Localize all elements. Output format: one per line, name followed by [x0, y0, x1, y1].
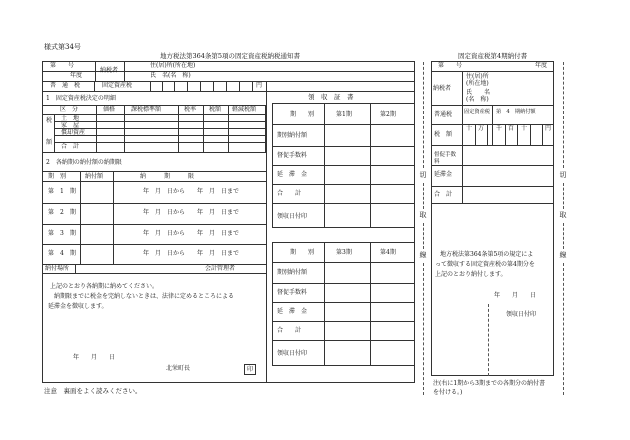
receipt-lower-row-5: 領収日付印: [277, 350, 308, 357]
cut-label-right-3: 線: [559, 251, 567, 259]
detail-header-rate: 税率: [184, 106, 197, 113]
voucher-digit-3: 千: [496, 125, 503, 132]
receipt-upper-row-1: 期別納付額: [277, 132, 308, 139]
receipt-upper-header-period: 期 別: [290, 111, 315, 118]
name-label: 氏 名(名 称): [150, 72, 191, 79]
notice-text-2: 納期限までに税金を完納しないときは、法律に定めるところによる: [54, 293, 235, 300]
installment-4-period: 第 4 期: [48, 250, 76, 257]
voucher-digit-6: 円: [545, 125, 552, 132]
notice-text-3: 延滞金を徴収します。: [48, 303, 108, 310]
receipt-lower-row-4: 合 計: [277, 327, 302, 334]
cut-line-left-mid2: [423, 223, 424, 249]
notice-date: 年 月 日: [73, 354, 116, 361]
voucher-fixed-label: 固定資産税: [464, 109, 490, 115]
cut-line-right-upper: [563, 62, 564, 168]
voucher-taxpayer-label: 納税者: [433, 85, 452, 92]
cut-label-left-2: 取: [419, 211, 427, 219]
installment-header-deadline: 納 期 限: [140, 173, 195, 180]
installment-2-deadline: 年 月 日から 年 月 日まで: [143, 209, 240, 216]
voucher-title: 固定資産税第4期納付書: [458, 52, 528, 60]
accounting-manager-label: 会計管理者: [205, 265, 236, 272]
voucher-note-1: 注(右に1期から3期までの各期分の納付書: [433, 380, 545, 387]
ordinary-tax-label: 普 通 税: [50, 82, 81, 89]
receipt-lower-header-4: 第4期: [380, 249, 396, 256]
notice-title: 地方税法第364条第5項の固定資産税納税通知書: [160, 52, 301, 60]
installment-2-period: 第 2 期: [48, 209, 76, 216]
voucher-stamp-label: 領収日付印: [506, 311, 537, 318]
receipt-upper-header-1: 第1期: [336, 111, 352, 118]
receipt-upper-row-5: 領収日付印: [277, 213, 308, 220]
voucher-statement-1: 地方税法第364条第5項の規定によ: [440, 251, 534, 258]
voucher-digit-4: 百: [508, 125, 515, 132]
detail-row-land: 土 地: [61, 115, 80, 122]
cut-line-left-lower: [423, 263, 424, 395]
voucher-digit-1: 十: [466, 125, 473, 132]
address-label: 住(居)所(所在地): [150, 62, 196, 69]
payment-place-label: 納付場所: [45, 265, 70, 272]
receipt-lower-row-2: 督促手数料: [277, 289, 308, 296]
section2-title: 2 各納期の納付額の納期限: [46, 159, 122, 166]
receipt-title: 領 収 証 書: [308, 93, 354, 101]
voucher-stamp-area-divider: [488, 304, 489, 376]
cut-line-left-mid1: [423, 183, 424, 209]
section1-title: 1 固定資産税決定の明細: [46, 95, 116, 102]
voucher-installment-label: 第 4 期納付額: [496, 109, 536, 115]
receipt-upper-header-2: 第2期: [380, 111, 396, 118]
voucher-date: 年 月 日: [494, 292, 537, 299]
voucher-name-label: 氏 名: [466, 89, 491, 96]
installment-1-deadline: 年 月 日から 年 月 日まで: [143, 188, 240, 195]
footer-note: 注意 裏面をよく読みください。: [44, 387, 142, 395]
cut-line-right-mid2: [563, 223, 564, 249]
detail-row-depreciable: 償却資産: [61, 129, 86, 136]
receipt-lower-row-3: 延 滞 金: [277, 308, 308, 315]
voucher-late-label: 延滞金: [434, 171, 453, 178]
cut-label-right-2: 取: [559, 211, 567, 219]
receipt-upper-row-2: 督促手数料: [277, 152, 308, 159]
fixed-asset-tax-label: 固定資産税: [102, 82, 133, 89]
cut-label-left-3: 線: [419, 251, 427, 259]
cut-line-right-mid1: [563, 183, 564, 209]
detail-header-amount: 税額: [209, 106, 222, 113]
notice-number: 第 号: [50, 62, 75, 69]
cut-label-left-1: 切: [419, 171, 427, 179]
notice-year: 年度: [70, 72, 83, 79]
notice-text-1: 上記のとおり各納期に納めてください。: [50, 283, 159, 290]
voucher-year: 年度: [535, 62, 548, 69]
tax-side-label: 税: [46, 117, 53, 124]
installment-header-period: 期 別: [48, 173, 67, 180]
installment-4-deadline: 年 月 日から 年 月 日まで: [143, 250, 240, 257]
installment-3-period: 第 3 期: [48, 230, 76, 237]
amount-side-label: 額: [46, 139, 53, 146]
voucher-ordinary-label: 普通税: [434, 111, 453, 118]
voucher-statement-2: って徴収する固定資産税の第4期分を: [435, 261, 535, 268]
detail-row-house: 家 屋: [61, 122, 80, 129]
voucher-digit-2: 万: [478, 125, 485, 132]
receipt-lower-row-1: 期別納付額: [277, 269, 308, 276]
cut-label-right-1: 切: [559, 171, 567, 179]
voucher-fee-label: 督促手数料: [434, 152, 457, 165]
voucher-address-label: 住(居)所: [466, 73, 489, 80]
seal-box: 印: [244, 364, 256, 375]
receipt-lower-header-period: 期 別: [290, 249, 315, 256]
installment-3-deadline: 年 月 日から 年 月 日まで: [143, 230, 240, 237]
voucher-total-label: 合 計: [434, 191, 453, 198]
detail-header-standard: 課税標準額: [131, 106, 162, 113]
voucher-name-sub: (名 称): [466, 96, 489, 103]
installment-header-amount: 納付額: [85, 173, 104, 180]
detail-header-category: 区 分: [60, 106, 79, 113]
voucher-tax-amount-label: 税 額: [434, 131, 453, 138]
detail-header-price: 価格: [103, 106, 116, 113]
cut-line-left-upper: [423, 62, 424, 168]
yen-label: 円: [256, 82, 263, 89]
voucher-digit-5: 十: [521, 125, 528, 132]
taxpayer-label: 納税者: [100, 67, 119, 74]
voucher-statement-3: 上記のとおり納付します。: [435, 271, 507, 278]
receipt-upper-row-4: 合 計: [277, 190, 302, 197]
detail-header-reduction: 軽減税額: [232, 106, 257, 113]
receipt-upper-row-3: 延 滞 金: [277, 171, 308, 178]
installment-1-period: 第 1 期: [48, 188, 76, 195]
receipt-lower-header-3: 第3期: [336, 249, 352, 256]
receipt-lower-table: [272, 242, 415, 366]
voucher-note-2: を付ける。): [433, 389, 463, 396]
form-number: 様式第34号: [44, 43, 81, 51]
cut-line-right-lower: [563, 263, 564, 395]
issuer-label: 北栄町長: [166, 365, 191, 372]
voucher-address-sub: (所在地): [466, 80, 489, 87]
voucher-number: 第 号: [438, 62, 463, 69]
detail-row-total: 合 計: [61, 143, 80, 150]
